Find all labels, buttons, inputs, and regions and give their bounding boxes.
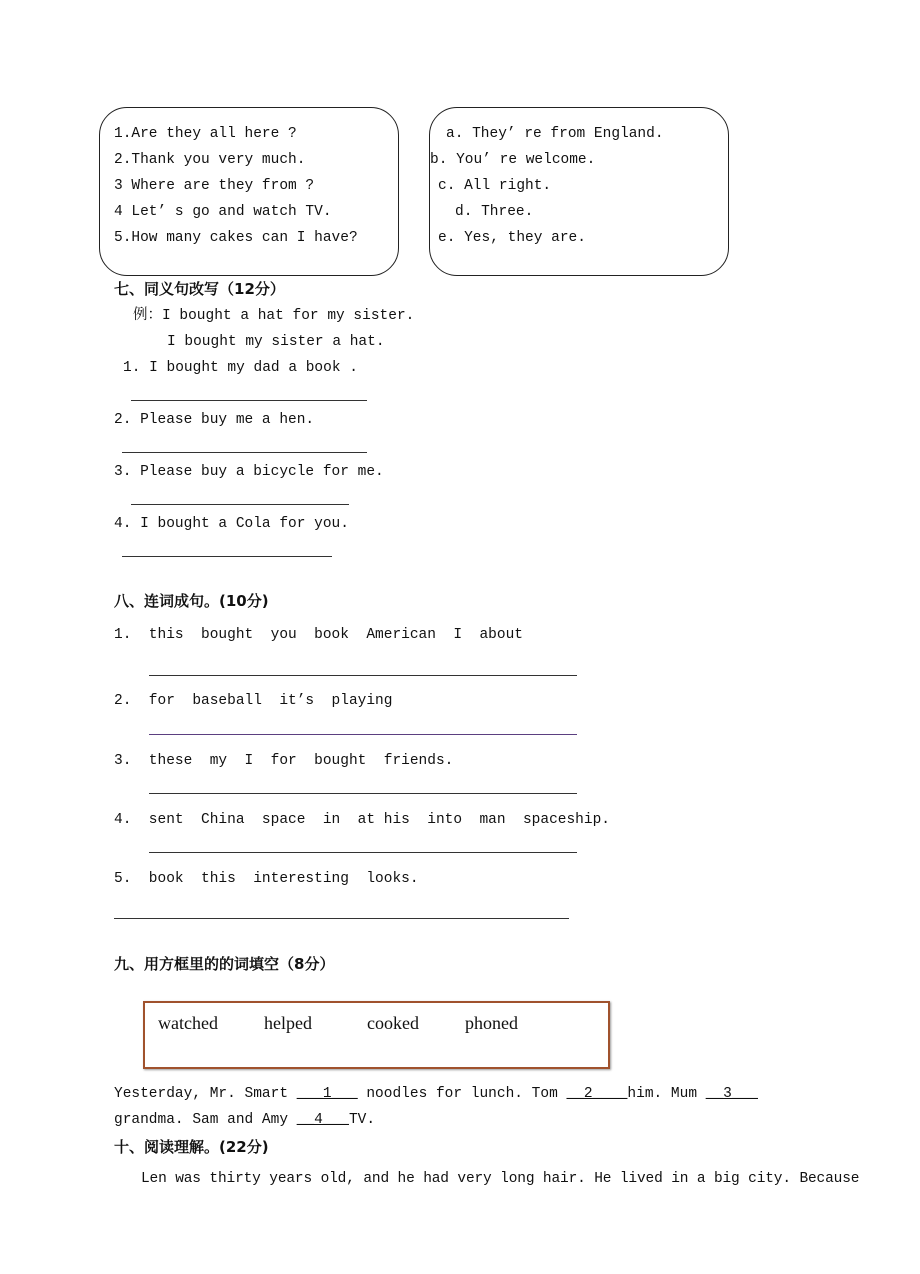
word: watched xyxy=(158,1013,218,1033)
answer-line[interactable] xyxy=(131,504,349,505)
cloze-line-1 xyxy=(114,1085,758,1103)
rewrite-item: 3. Please buy a bicycle for me. xyxy=(114,464,384,480)
answer: a. They’ re from England. xyxy=(446,126,664,142)
cloze-line-2 xyxy=(114,1111,375,1129)
reading-passage: Len was thirty years old, and he had very long hair. He lived in a big city. Because xyxy=(141,1171,860,1187)
rewrite-item: 2. Please buy me a hen. xyxy=(114,412,315,428)
question: 2.Thank you very much. xyxy=(114,152,306,168)
example: 例：I bought a hat for my sister. xyxy=(133,308,415,324)
question: 5.How many cakes can I have? xyxy=(114,230,358,246)
cloze-text: noodles for lunch. Tom xyxy=(357,1086,567,1102)
answer: b. You’ re welcome. xyxy=(430,152,596,168)
section-10-title: 十、阅读理解。(22分) xyxy=(114,1138,269,1156)
section-9-title: 九、用方框里的的词填空（8分） xyxy=(114,955,335,973)
section-8-title: 八、连词成句。(10分) xyxy=(114,592,269,610)
answer-line[interactable] xyxy=(149,852,577,853)
blank-1[interactable]: ___1___ xyxy=(296,1086,358,1102)
cloze-text: Yesterday, Mr. Smart xyxy=(114,1086,297,1102)
word-order-item: 2. for baseball it’s playing xyxy=(114,693,393,709)
word: cooked xyxy=(367,1013,419,1033)
rewrite-item: 1. I bought my dad a book . xyxy=(123,360,358,376)
rewrite-item: 4. I bought a Cola for you. xyxy=(114,516,349,532)
answer-line[interactable] xyxy=(149,734,577,735)
cloze-text: grandma. Sam and Amy xyxy=(114,1112,297,1128)
section-7-title: 七、同义句改写（12分） xyxy=(114,280,285,298)
question: 4 Let’ s go and watch TV. xyxy=(114,204,332,220)
cloze-text: him. Mum xyxy=(627,1086,706,1102)
answer-line[interactable] xyxy=(149,793,577,794)
question: 1.Are they all here ? xyxy=(114,126,297,142)
question: 3 Where are they from ? xyxy=(114,178,315,194)
answer-line[interactable] xyxy=(122,556,332,557)
answer-line[interactable] xyxy=(131,400,367,401)
word: phoned xyxy=(465,1013,518,1033)
answer: c. All right. xyxy=(438,178,552,194)
word-order-item: 1. this bought you book American I about xyxy=(114,627,523,643)
blank-3[interactable]: __3___ xyxy=(705,1086,758,1102)
blank-4[interactable]: __4___ xyxy=(296,1112,349,1128)
answer-line[interactable] xyxy=(122,452,367,453)
word-order-item: 5. book this interesting looks. xyxy=(114,871,419,887)
answer-line[interactable] xyxy=(114,918,569,919)
word: helped xyxy=(264,1013,312,1033)
cloze-text: TV. xyxy=(348,1112,376,1128)
blank-2[interactable]: __2____ xyxy=(566,1086,628,1102)
answer-line[interactable] xyxy=(149,675,577,676)
word-order-item: 3. these my I for bought friends. xyxy=(114,753,454,769)
answer: d. Three. xyxy=(455,204,534,220)
example-answer: I bought my sister a hat. xyxy=(167,334,385,350)
answer: e. Yes, they are. xyxy=(438,230,586,246)
word-order-item: 4. sent China space in at his into man spaceship. xyxy=(114,812,610,828)
word-box xyxy=(143,1001,610,1069)
